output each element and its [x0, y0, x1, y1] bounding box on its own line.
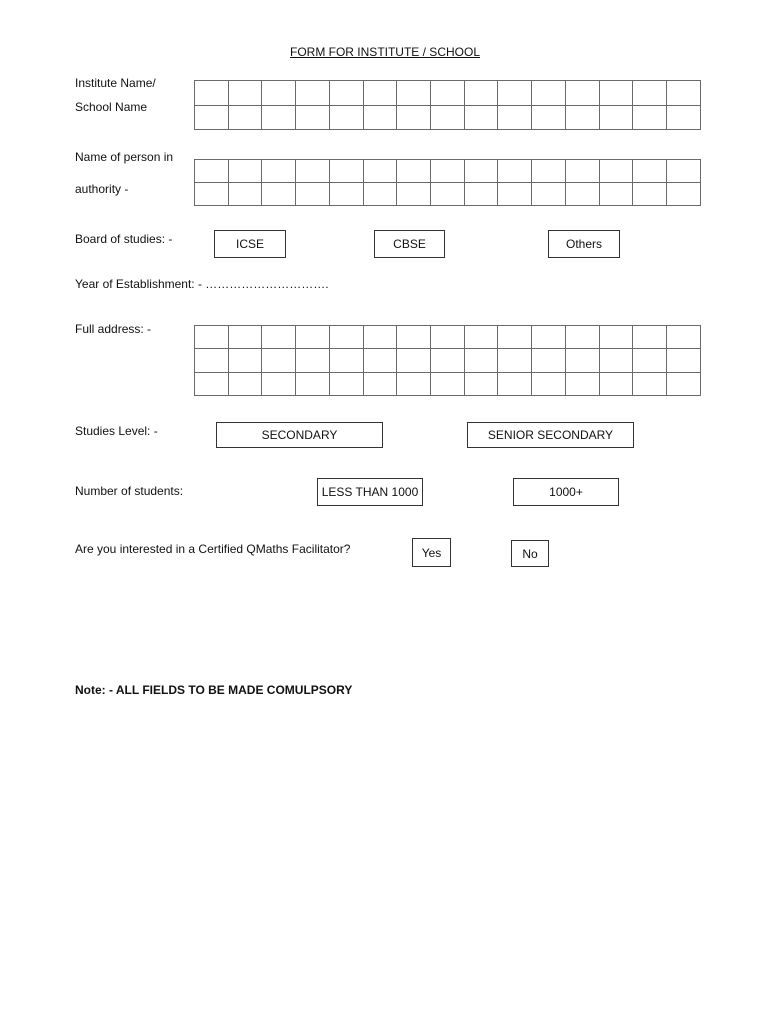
character-box[interactable] [296, 160, 330, 183]
character-box[interactable] [667, 81, 701, 106]
character-box[interactable] [565, 81, 599, 106]
character-box[interactable] [633, 183, 667, 206]
character-box[interactable] [532, 372, 566, 395]
character-box[interactable] [329, 183, 363, 206]
character-box[interactable] [195, 326, 229, 349]
character-box[interactable] [296, 326, 330, 349]
character-box[interactable] [363, 81, 397, 106]
character-box[interactable] [599, 326, 633, 349]
character-box[interactable] [532, 81, 566, 106]
character-box[interactable] [296, 81, 330, 106]
character-box[interactable] [599, 183, 633, 206]
character-box[interactable] [329, 81, 363, 106]
character-box[interactable] [464, 105, 498, 130]
authority-name-grid[interactable] [194, 159, 701, 206]
character-box[interactable] [464, 183, 498, 206]
character-box[interactable] [633, 372, 667, 395]
character-box[interactable] [262, 81, 296, 106]
character-box[interactable] [532, 183, 566, 206]
character-box[interactable] [262, 160, 296, 183]
character-box[interactable] [431, 372, 465, 395]
character-box[interactable] [195, 160, 229, 183]
character-box[interactable] [599, 160, 633, 183]
character-box[interactable] [397, 372, 431, 395]
compulsory-note: Note: - ALL FIELDS TO BE MADE COMULPSORY [75, 683, 353, 697]
character-box[interactable] [262, 372, 296, 395]
character-box[interactable] [228, 183, 262, 206]
character-box[interactable] [498, 183, 532, 206]
character-box[interactable] [464, 349, 498, 372]
character-box[interactable] [633, 81, 667, 106]
character-box[interactable] [565, 349, 599, 372]
facilitator-question-label: Are you interested in a Certified QMaths Facilitator? [75, 542, 351, 556]
character-box[interactable] [532, 105, 566, 130]
character-box[interactable] [296, 105, 330, 130]
character-box[interactable] [329, 326, 363, 349]
character-box[interactable] [431, 160, 465, 183]
character-box[interactable] [667, 372, 701, 395]
form-title: FORM FOR INSTITUTE / SCHOOL [289, 45, 480, 59]
authority-name-label-line1: Name of person in [75, 150, 174, 164]
character-box[interactable] [228, 81, 262, 106]
character-box[interactable] [565, 372, 599, 395]
character-box[interactable] [296, 372, 330, 395]
character-box[interactable] [667, 105, 701, 130]
students-1000-plus-option[interactable]: 1000+ [513, 478, 619, 506]
institute-name-grid[interactable] [194, 80, 701, 130]
facilitator-yes-option[interactable]: Yes [412, 538, 451, 567]
character-box[interactable] [329, 160, 363, 183]
character-box[interactable] [363, 105, 397, 130]
full-address-label: Full address: - [75, 322, 152, 336]
character-box[interactable] [633, 326, 667, 349]
character-box[interactable] [431, 183, 465, 206]
character-box[interactable] [329, 349, 363, 372]
character-box[interactable] [667, 326, 701, 349]
character-box[interactable] [228, 160, 262, 183]
character-box[interactable] [532, 160, 566, 183]
character-box[interactable] [363, 349, 397, 372]
character-box[interactable] [262, 183, 296, 206]
character-box[interactable] [464, 372, 498, 395]
grid-row [195, 349, 701, 372]
character-box[interactable] [667, 183, 701, 206]
character-box[interactable] [228, 349, 262, 372]
board-of-studies-label: Board of studies: - [75, 232, 173, 246]
character-box[interactable] [532, 326, 566, 349]
institute-name-label-line1: Institute Name/ [75, 76, 156, 90]
character-box[interactable] [498, 81, 532, 106]
authority-name-label-line2: authority - [75, 182, 129, 196]
character-box[interactable] [195, 372, 229, 395]
facilitator-no-option[interactable]: No [511, 540, 549, 567]
character-box[interactable] [633, 105, 667, 130]
character-box[interactable] [195, 81, 229, 106]
character-box[interactable] [498, 372, 532, 395]
character-box[interactable] [195, 183, 229, 206]
character-box[interactable] [228, 326, 262, 349]
character-box[interactable] [397, 326, 431, 349]
character-box[interactable] [464, 160, 498, 183]
character-box[interactable] [397, 105, 431, 130]
character-box[interactable] [431, 349, 465, 372]
character-box[interactable] [431, 326, 465, 349]
character-box[interactable] [262, 105, 296, 130]
character-box[interactable] [329, 105, 363, 130]
character-box[interactable] [498, 326, 532, 349]
year-of-establishment-field[interactable]: Year of Establishment: - …………………………. [75, 277, 329, 291]
character-box[interactable] [599, 105, 633, 130]
character-box[interactable] [464, 81, 498, 106]
character-box[interactable] [498, 349, 532, 372]
character-box[interactable] [464, 326, 498, 349]
character-box[interactable] [296, 349, 330, 372]
character-box[interactable] [397, 81, 431, 106]
character-box[interactable] [195, 105, 229, 130]
character-box[interactable] [565, 160, 599, 183]
character-box[interactable] [565, 183, 599, 206]
character-box[interactable] [667, 160, 701, 183]
character-box[interactable] [633, 349, 667, 372]
character-box[interactable] [498, 160, 532, 183]
character-box[interactable] [296, 183, 330, 206]
character-box[interactable] [363, 160, 397, 183]
character-box[interactable] [599, 372, 633, 395]
board-icse-option[interactable]: ICSE [214, 230, 286, 258]
grid-row [195, 183, 701, 206]
character-box[interactable] [228, 372, 262, 395]
studies-level-label: Studies Level: - [75, 424, 158, 438]
full-address-grid[interactable] [194, 325, 701, 396]
character-box[interactable] [195, 349, 229, 372]
character-box[interactable] [431, 105, 465, 130]
studies-level-senior-secondary-option[interactable]: SENIOR SECONDARY [467, 422, 634, 448]
character-box[interactable] [397, 349, 431, 372]
character-box[interactable] [262, 326, 296, 349]
board-cbse-option[interactable]: CBSE [374, 230, 445, 258]
character-box[interactable] [565, 326, 599, 349]
character-box[interactable] [599, 81, 633, 106]
number-of-students-label: Number of students: [75, 484, 184, 498]
grid-row [195, 160, 701, 183]
character-box[interactable] [565, 105, 599, 130]
students-less-than-1000-option[interactable]: LESS THAN 1000 [317, 478, 423, 506]
character-box[interactable] [363, 183, 397, 206]
studies-level-secondary-option[interactable]: SECONDARY [216, 422, 383, 448]
character-box[interactable] [633, 160, 667, 183]
character-box[interactable] [363, 372, 397, 395]
institute-name-label-line2: School Name [75, 100, 148, 114]
character-box[interactable] [532, 349, 566, 372]
board-others-option[interactable]: Others [548, 230, 620, 258]
character-box[interactable] [498, 105, 532, 130]
character-box[interactable] [329, 372, 363, 395]
character-box[interactable] [363, 326, 397, 349]
grid-row [195, 326, 701, 349]
character-box[interactable] [431, 81, 465, 106]
character-box[interactable] [397, 160, 431, 183]
character-box[interactable] [667, 349, 701, 372]
character-box[interactable] [262, 349, 296, 372]
character-box[interactable] [599, 349, 633, 372]
character-box[interactable] [228, 105, 262, 130]
grid-row [195, 372, 701, 395]
grid-row [195, 105, 701, 130]
character-box[interactable] [397, 183, 431, 206]
grid-row [195, 81, 701, 106]
